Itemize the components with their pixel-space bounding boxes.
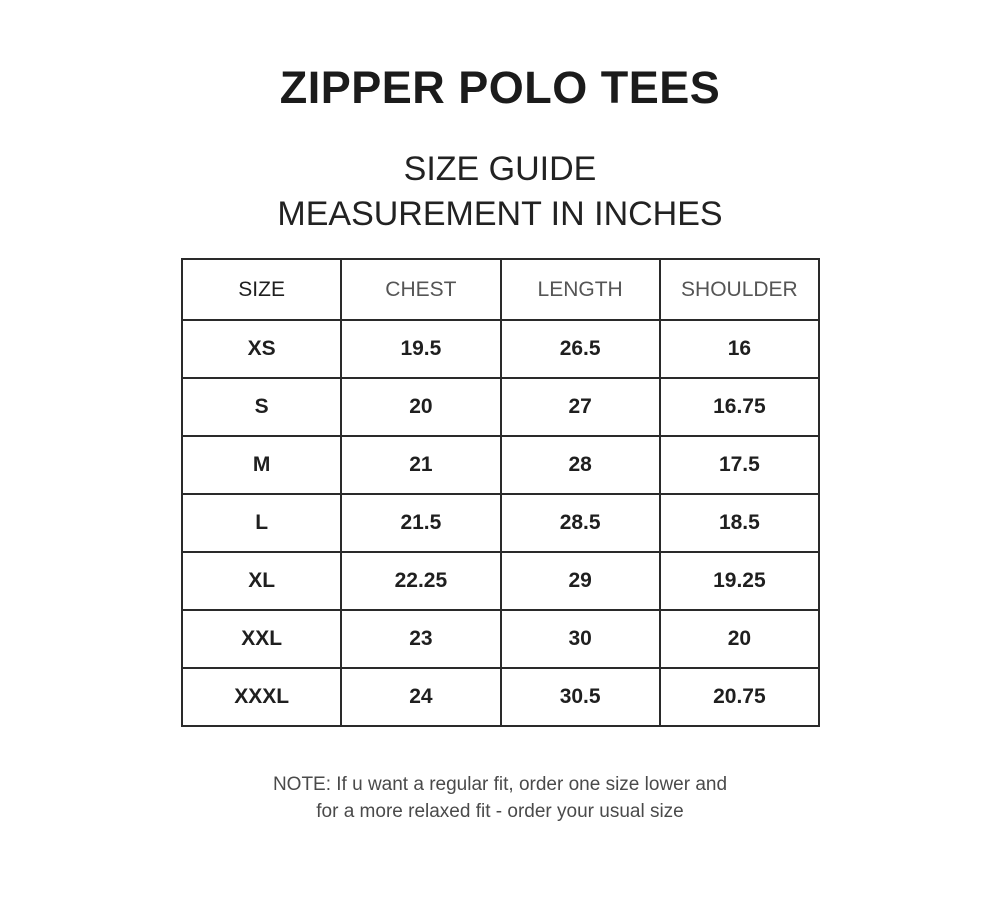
length-cell: 28 (501, 436, 660, 494)
shoulder-cell: 18.5 (660, 494, 819, 552)
table-row (182, 436, 819, 494)
table-row (182, 610, 819, 668)
fit-note-line-1: NOTE: If u want a regular fit, order one size lower and (272, 774, 728, 795)
shoulder-cell: 16.75 (660, 378, 819, 436)
measurement-unit-heading: MEASUREMENT IN INCHES (277, 195, 723, 233)
page-title: ZIPPER POLO TEES (279, 62, 721, 113)
size-cell: S (182, 378, 341, 436)
table-row (182, 378, 819, 436)
length-cell: 29 (501, 552, 660, 610)
size-cell: XS (182, 320, 341, 378)
length-cell: 27 (501, 378, 660, 436)
shoulder-cell: 19.25 (660, 552, 819, 610)
length-cell: 30 (501, 610, 660, 668)
length-cell: 26.5 (501, 320, 660, 378)
shoulder-cell: 20.75 (660, 668, 819, 726)
chest-cell: 20 (341, 378, 500, 436)
chest-cell: 21 (341, 436, 500, 494)
fit-note-line-2: for a more relaxed fit - order your usual size (316, 801, 684, 822)
table-header-row (182, 259, 819, 320)
shoulder-cell: 17.5 (660, 436, 819, 494)
chest-cell: 24 (341, 668, 500, 726)
size-chart-table (181, 258, 820, 727)
table-row (182, 320, 819, 378)
shoulder-cell: 16 (660, 320, 819, 378)
size-guide-heading: SIZE GUIDE (403, 150, 597, 188)
size-cell: L (182, 494, 341, 552)
size-cell: XL (182, 552, 341, 610)
length-cell: 30.5 (501, 668, 660, 726)
column-header-size: SIZE (182, 259, 341, 320)
length-cell: 28.5 (501, 494, 660, 552)
size-cell: XXXL (182, 668, 341, 726)
chest-cell: 19.5 (341, 320, 500, 378)
shoulder-cell: 20 (660, 610, 819, 668)
column-header-shoulder: SHOULDER (660, 259, 819, 320)
chest-cell: 22.25 (341, 552, 500, 610)
chest-cell: 23 (341, 610, 500, 668)
column-header-chest: CHEST (341, 259, 500, 320)
chest-cell: 21.5 (341, 494, 500, 552)
column-header-length: LENGTH (501, 259, 660, 320)
size-cell: M (182, 436, 341, 494)
table-row (182, 494, 819, 552)
size-cell: XXL (182, 610, 341, 668)
table-row (182, 552, 819, 610)
table-row (182, 668, 819, 726)
